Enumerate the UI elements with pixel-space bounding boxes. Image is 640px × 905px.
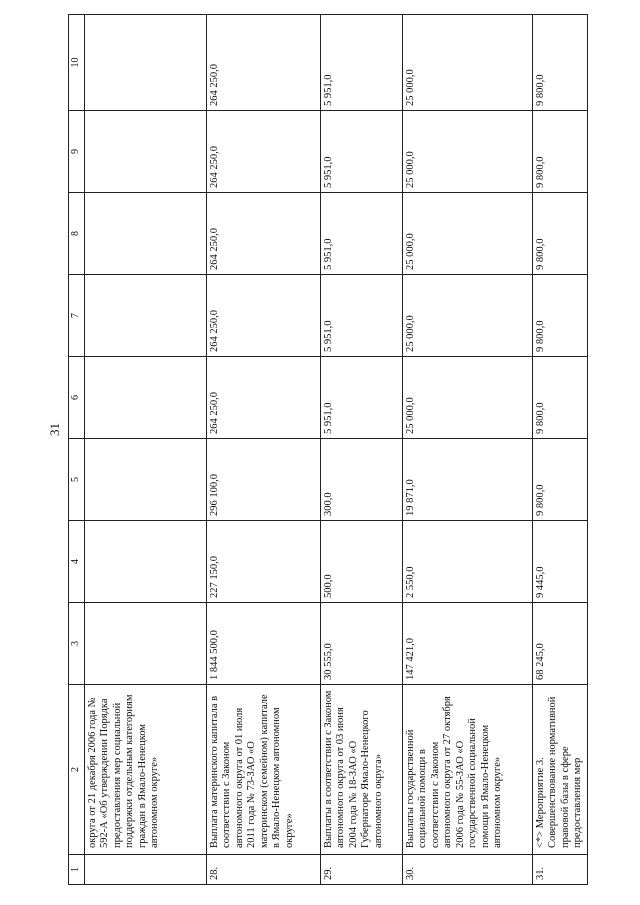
amount-cell	[84, 521, 206, 603]
amount-cell	[84, 15, 206, 111]
table-row	[84, 15, 206, 885]
amount-cell: 9 800,0	[532, 111, 587, 193]
column-header: 6	[69, 357, 85, 439]
amount-cell: 296 100,0	[206, 439, 320, 521]
amount-cell: 500,0	[320, 521, 402, 603]
row-number: 28.	[206, 855, 320, 885]
table-row	[402, 15, 532, 885]
amount-cell	[84, 275, 206, 357]
amount-cell: 25 000,0	[402, 275, 532, 357]
amount-cell: 5 951,0	[320, 357, 402, 439]
amount-cell: 5 951,0	[320, 193, 402, 275]
budget-table	[68, 14, 588, 885]
column-header: 9	[69, 111, 85, 193]
amount-cell	[84, 357, 206, 439]
amount-cell: 9 800,0	[532, 439, 587, 521]
row-description: <*> Мероприятие 3. Совершенствование нормативной правовой базы в сфере предоставления мер	[532, 685, 587, 855]
amount-cell: 264 250,0	[206, 357, 320, 439]
row-number: 31.	[532, 855, 587, 885]
amount-cell: 9 800,0	[532, 357, 587, 439]
column-header: 8	[69, 193, 85, 275]
amount-cell: 5 951,0	[320, 275, 402, 357]
amount-cell: 1 844 500,0	[206, 603, 320, 685]
amount-cell: 25 000,0	[402, 15, 532, 111]
amount-cell: 227 150,0	[206, 521, 320, 603]
amount-cell: 25 000,0	[402, 111, 532, 193]
row-description: Выплаты в соответствии с Законом автономного округа от 03 июня 2004 года № 18-ЗАО «О Губернаторе Ямало-Ненецкого автономного округа»	[320, 685, 402, 855]
amount-cell: 19 871,0	[402, 439, 532, 521]
column-header: 5	[69, 439, 85, 521]
row-description: Выплаты государственной социальной помощи в соответствии с Законом автономного округа от 27 октября 2006 года № 55-ЗАО «О государственной социальной помощи в Ямало-Ненецком автономном округе»	[402, 685, 532, 855]
column-header: 2	[69, 685, 85, 855]
row-number: 30.	[402, 855, 532, 885]
row-description: округа от 21 декабря 2006 года № 592-А «Об утверждении Порядка предоставления мер социальной поддержки отдельным категориям граждан в Ямало-Ненецком автономном округе»	[84, 685, 206, 855]
column-header: 4	[69, 521, 85, 603]
row-description: Выплата материнского капитала в соответствии с Законом автономного округа от 01 июля 2011 года № 73-ЗАО «О материнском (семейном) капитале в Ямало-Ненецком автономном округе»	[206, 685, 320, 855]
amount-cell: 68 245,0	[532, 603, 587, 685]
amount-cell: 9 800,0	[532, 193, 587, 275]
budget-table-page	[68, 15, 583, 885]
row-number: 29.	[320, 855, 402, 885]
amount-cell: 264 250,0	[206, 275, 320, 357]
column-header: 10	[69, 15, 85, 111]
amount-cell: 9 800,0	[532, 275, 587, 357]
amount-cell	[84, 603, 206, 685]
table-row	[532, 15, 587, 885]
column-header: 7	[69, 275, 85, 357]
amount-cell: 9 800,0	[532, 15, 587, 111]
table-row	[206, 15, 320, 885]
amount-cell	[84, 439, 206, 521]
amount-cell	[84, 193, 206, 275]
amount-cell: 25 000,0	[402, 357, 532, 439]
amount-cell: 5 951,0	[320, 15, 402, 111]
column-header: 3	[69, 603, 85, 685]
table-row	[320, 15, 402, 885]
amount-cell: 9 445,0	[532, 521, 587, 603]
row-number	[84, 855, 206, 885]
amount-cell: 264 250,0	[206, 15, 320, 111]
amount-cell: 147 421,0	[402, 603, 532, 685]
amount-cell: 264 250,0	[206, 111, 320, 193]
page-number: 31	[47, 423, 62, 436]
amount-cell: 5 951,0	[320, 111, 402, 193]
amount-cell	[84, 111, 206, 193]
column-header: 1	[69, 855, 85, 885]
column-number-row	[69, 15, 85, 885]
amount-cell: 2 550,0	[402, 521, 532, 603]
amount-cell: 264 250,0	[206, 193, 320, 275]
amount-cell: 300,0	[320, 439, 402, 521]
amount-cell: 30 555,0	[320, 603, 402, 685]
amount-cell: 25 000,0	[402, 193, 532, 275]
